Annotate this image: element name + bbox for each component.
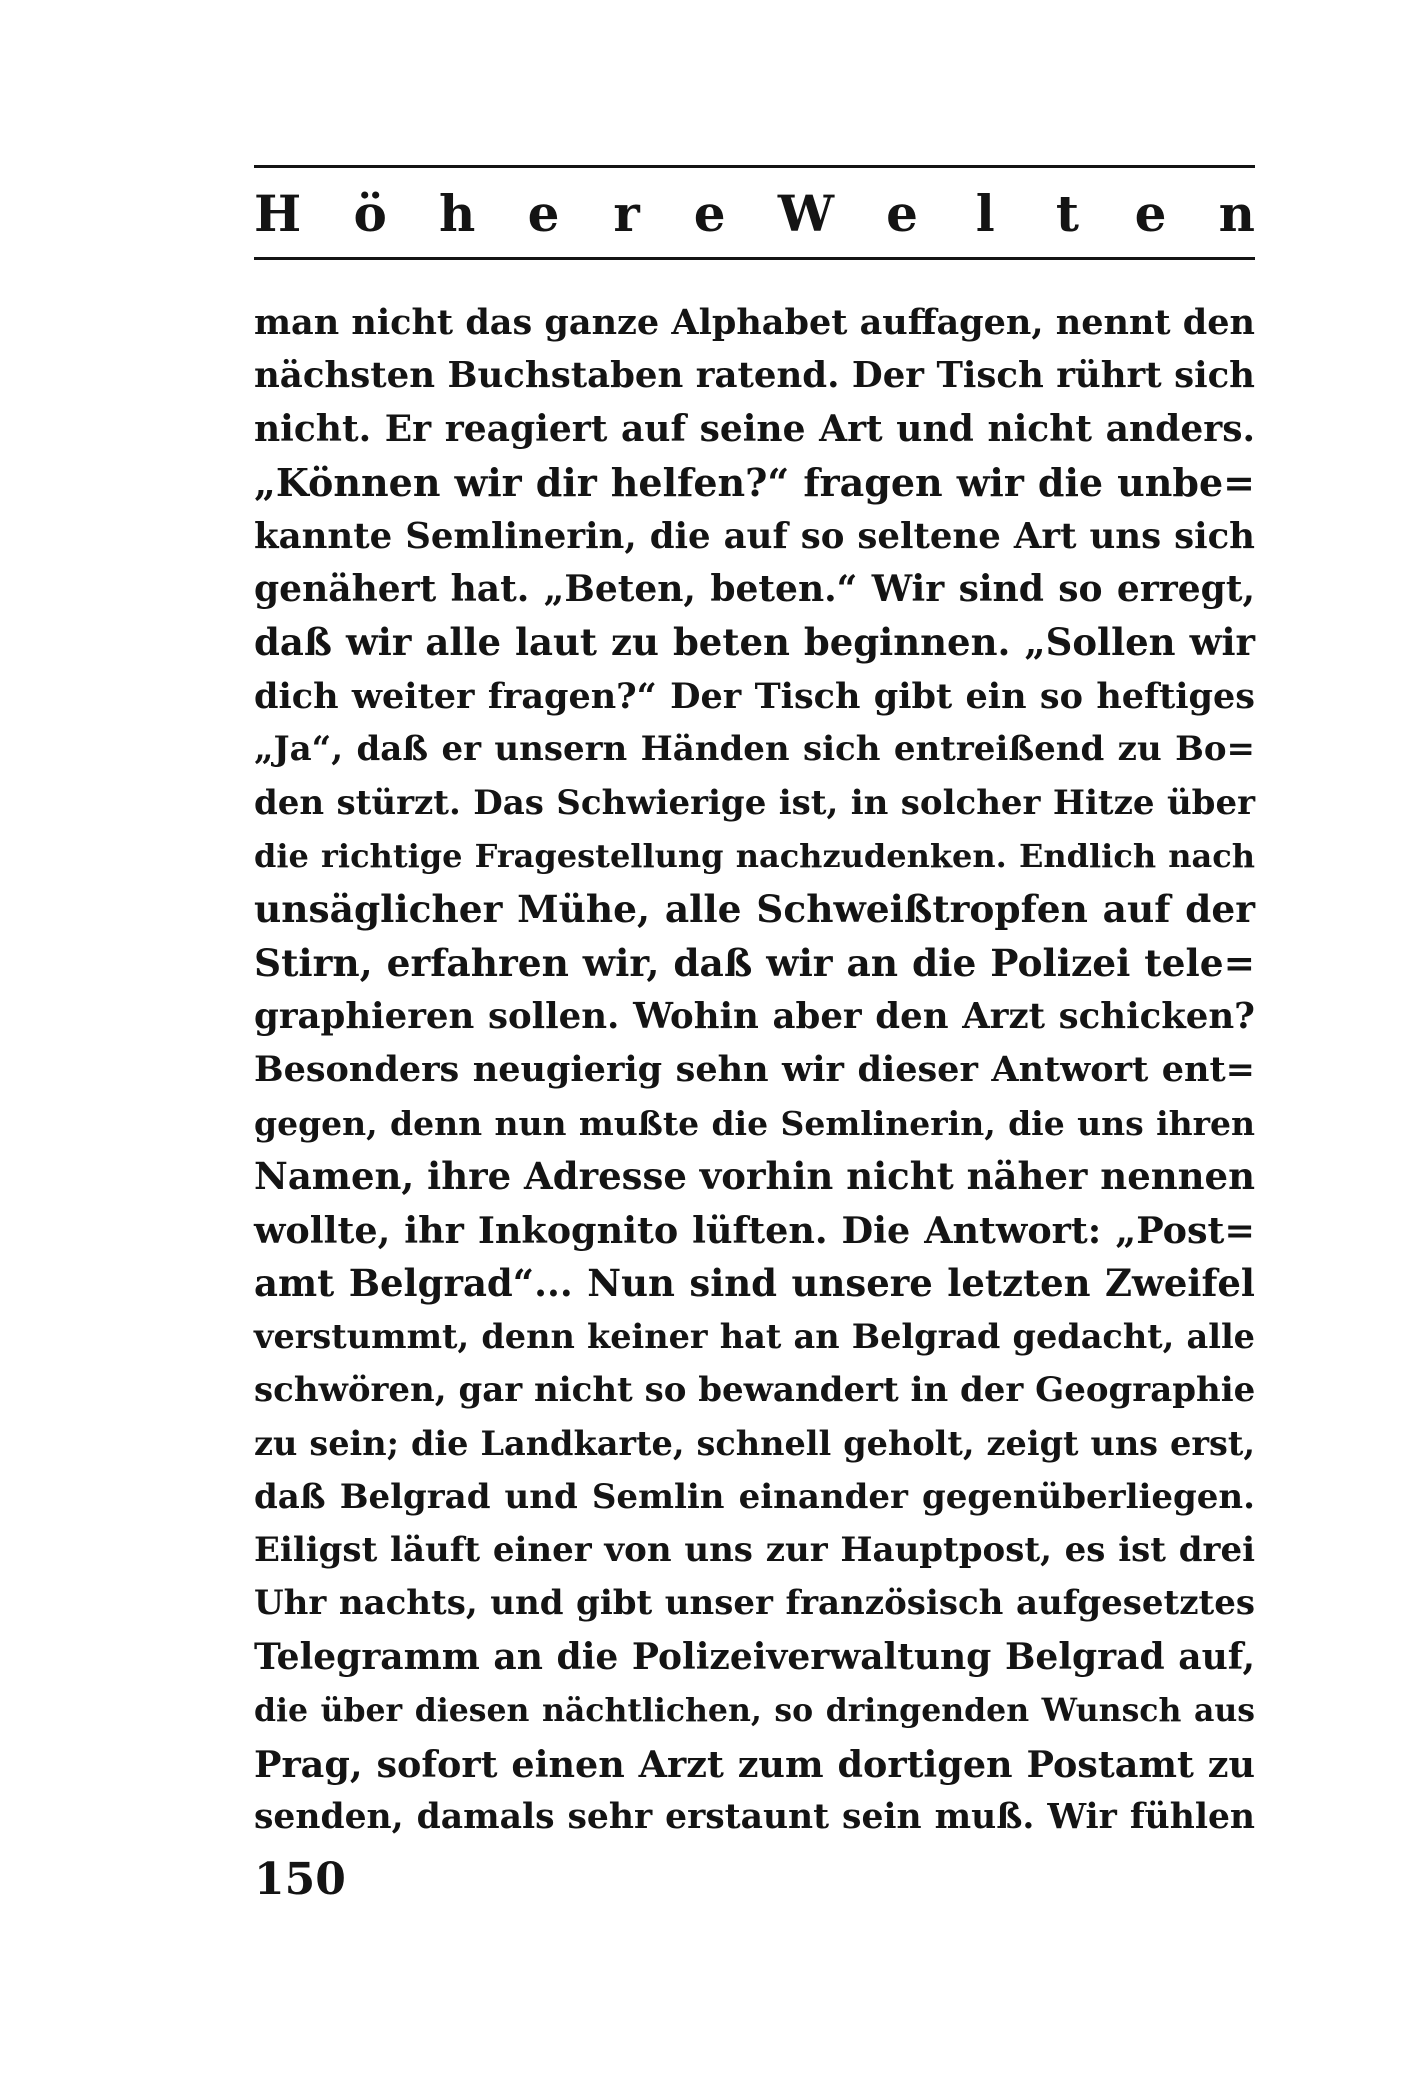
text-line: nächsten Buchstaben ratend. Der Tisch rührt sich (254, 355, 1255, 397)
text-line: graphieren sollen. Wohin aber den Arzt schicken? (254, 996, 1255, 1038)
running-head-letter: n (1218, 183, 1255, 243)
text-line: unsäglicher Mühe, alle Schweißtropfen auf der (254, 887, 1255, 932)
running-head-letter: W (777, 183, 834, 243)
text-line: senden, damals sehr erstaunt sein muß. Wir fühlen (254, 1796, 1255, 1837)
text-line: verstummt, denn keiner hat an Belgrad gedacht, alle (254, 1317, 1255, 1357)
text-line: dich weiter fragen?“ Der Tisch gibt ein so heftiges (254, 675, 1255, 717)
running-head-letter: ö (353, 183, 387, 243)
text-line: Besonders neugierig sehn wir dieser Antwort ent= (254, 1049, 1255, 1091)
text-line: Eiligst läuft einer von uns zur Hauptpost, es ist drei (254, 1529, 1255, 1570)
text-line: amt Belgrad“... Nun sind unsere letzten Zweifel (254, 1261, 1255, 1306)
running-head-letter: H (254, 183, 302, 243)
text-line: schwören, gar nicht so bewandert in der Geographie (254, 1369, 1256, 1410)
text-line: die über diesen nächtlichen, so dringenden Wunsch aus (254, 1692, 1255, 1730)
text-line: die richtige Fragestellung nachzudenken. Endlich nach (254, 836, 1255, 875)
text-line: Namen, ihre Adresse vorhin nicht näher nennen (254, 1154, 1255, 1199)
text-line: „Ja“, daß er unsern Händen sich entreißend zu Bo= (254, 729, 1255, 770)
text-line: den stürzt. Das Schwierige ist, in solcher Hitze über (254, 782, 1255, 823)
running-head-letter: t (1055, 183, 1079, 243)
running-head-letter: h (439, 183, 476, 243)
text-line: genähert hat. „Beten, beten.“ Wir sind so erregt, (254, 567, 1255, 610)
text-line: daß wir alle laut zu beten beginnen. „Sollen wir (254, 620, 1255, 665)
text-line: Uhr nachts, und gibt unser französisch aufgesetztes (254, 1583, 1255, 1624)
text-line: Telegramm an die Polizeiverwaltung Belgrad auf, (254, 1635, 1255, 1678)
text-line: man nicht das ganze Alphabet auffagen, nennt den (254, 302, 1255, 343)
running-head-letter: l (975, 183, 995, 243)
running-head-letter: e (886, 183, 918, 243)
running-head (254, 178, 1255, 248)
text-line: Stirn, erfahren wir, daß wir an die Polizei tele= (254, 940, 1255, 985)
text-line: Prag, sofort einen Arzt zum dortigen Postamt zu (254, 1742, 1255, 1786)
text-line: nicht. Er reagiert auf seine Art und nicht anders. (254, 407, 1255, 450)
text-line: wollte, ihr Inkognito lüften. Die Antwort: „Post= (254, 1208, 1255, 1252)
header-rule-top (254, 165, 1255, 168)
running-head-letter: e (527, 183, 560, 243)
text-line: kannte Semlinerin, die auf so seltene Art uns sich (254, 515, 1255, 557)
running-head-letter: e (1134, 183, 1167, 243)
text-line: gegen, denn nun mußte die Semlinerin, die uns ihren (254, 1103, 1255, 1143)
page-number: 150 (254, 1854, 346, 1905)
running-head-letter: e (693, 183, 726, 243)
text-line: daß Belgrad und Semlin einander gegenüberliegen. (254, 1476, 1255, 1517)
text-line: „Können wir dir helfen?“ fragen wir die unbe= (254, 460, 1255, 506)
running-head-letter: r (613, 183, 640, 243)
body-text (254, 296, 1255, 1844)
text-line: zu sein; die Landkarte, schnell geholt, zeigt uns erst, (254, 1424, 1255, 1464)
header-rule-bottom (254, 257, 1255, 260)
